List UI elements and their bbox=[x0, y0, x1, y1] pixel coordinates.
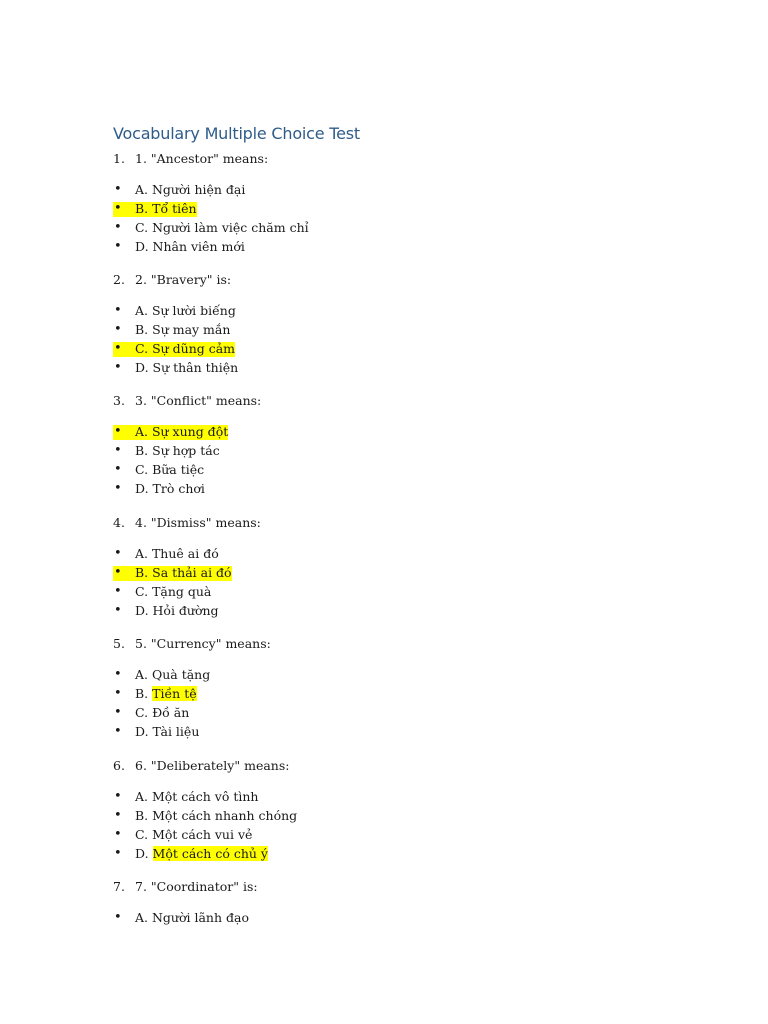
answer-option: D. Sự thân thiện bbox=[135, 360, 239, 375]
answer-option: A. Sự lười biếng bbox=[135, 303, 236, 318]
answer-option: D. Hỏi đường bbox=[135, 603, 219, 618]
question-text: 3. "Conflict" means: bbox=[135, 393, 262, 408]
answer-option: C. Tặng quà bbox=[135, 584, 212, 599]
answer-option: C. Sự dũng cảm bbox=[135, 341, 236, 356]
answer-option: C. Một cách vui vẻ bbox=[135, 827, 253, 842]
bullet-icon: • bbox=[114, 424, 122, 439]
bullet-icon: • bbox=[114, 827, 122, 842]
answer-option: D. Tài liệu bbox=[135, 724, 200, 739]
bullet-icon: • bbox=[114, 220, 122, 235]
question-text: 2. "Bravery" is: bbox=[135, 272, 232, 287]
answer-option: A. Người lãnh đạo bbox=[135, 910, 249, 925]
bullet-icon: • bbox=[114, 341, 122, 356]
answer-option: B. Một cách nhanh chóng bbox=[135, 808, 298, 823]
answer-option: B. Sự hợp tác bbox=[135, 443, 220, 458]
question-number: 4. bbox=[113, 515, 125, 530]
answer-option bbox=[135, 846, 268, 862]
bullet-icon: • bbox=[114, 565, 122, 580]
bullet-icon: • bbox=[114, 789, 122, 804]
answer-option: D. Trò chơi bbox=[135, 481, 205, 496]
page-title: Vocabulary Multiple Choice Test bbox=[113, 124, 360, 143]
answer-option: A. Người hiện đại bbox=[135, 182, 246, 197]
question-number: 3. bbox=[113, 393, 125, 408]
answer-option: A. Thuê ai đó bbox=[135, 546, 219, 561]
answer-option: D. Nhân viên mới bbox=[135, 239, 245, 254]
answer-option: B. Sự may mắn bbox=[135, 322, 231, 337]
bullet-icon: • bbox=[114, 303, 122, 318]
bullet-icon: • bbox=[114, 443, 122, 458]
question-number: 2. bbox=[113, 272, 125, 287]
bullet-icon: • bbox=[114, 462, 122, 477]
answer-option: A. Quà tặng bbox=[135, 667, 211, 682]
answer-option: C. Người làm việc chăm chỉ bbox=[135, 220, 309, 235]
bullet-icon: • bbox=[114, 584, 122, 599]
answer-option-letter: B. bbox=[135, 686, 153, 701]
bullet-icon: • bbox=[114, 667, 122, 682]
question-number: 1. bbox=[113, 151, 125, 166]
question-number: 7. bbox=[113, 879, 125, 894]
bullet-icon: • bbox=[114, 322, 122, 337]
bullet-icon: • bbox=[114, 360, 122, 375]
bullet-icon: • bbox=[114, 910, 122, 925]
answer-option-text: Một cách có chủ ý bbox=[152, 846, 268, 861]
bullet-icon: • bbox=[114, 481, 122, 496]
answer-option: A. Một cách vô tình bbox=[135, 789, 259, 804]
answer-option bbox=[135, 686, 197, 702]
bullet-icon: • bbox=[114, 603, 122, 618]
answer-option: B. Sa thải ai đó bbox=[135, 565, 232, 580]
bullet-icon: • bbox=[114, 724, 122, 739]
bullet-icon: • bbox=[114, 239, 122, 254]
answer-option: C. Đồ ăn bbox=[135, 705, 190, 720]
question-number: 5. bbox=[113, 636, 125, 651]
bullet-icon: • bbox=[114, 686, 122, 701]
question-text: 6. "Deliberately" means: bbox=[135, 758, 290, 773]
answer-option-letter: D. bbox=[135, 846, 153, 861]
answer-option: C. Bữa tiệc bbox=[135, 462, 205, 477]
answer-option: B. Tổ tiên bbox=[135, 201, 197, 216]
bullet-icon: • bbox=[114, 846, 122, 861]
bullet-icon: • bbox=[114, 705, 122, 720]
question-text: 1. "Ancestor" means: bbox=[135, 151, 269, 166]
answer-option-text: Tiền tệ bbox=[152, 686, 197, 701]
bullet-icon: • bbox=[114, 182, 122, 197]
question-text: 5. "Currency" means: bbox=[135, 636, 271, 651]
bullet-icon: • bbox=[114, 808, 122, 823]
question-text: 4. "Dismiss" means: bbox=[135, 515, 261, 530]
answer-option: A. Sự xung đột bbox=[135, 424, 229, 439]
question-number: 6. bbox=[113, 758, 125, 773]
bullet-icon: • bbox=[114, 201, 122, 216]
bullet-icon: • bbox=[114, 546, 122, 561]
question-text: 7. "Coordinator" is: bbox=[135, 879, 258, 894]
